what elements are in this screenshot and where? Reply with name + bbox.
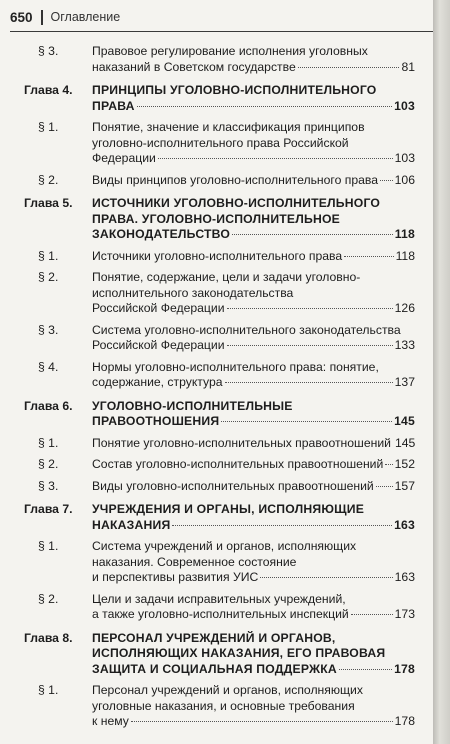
dot-leader [380,180,393,181]
section-number: § 1. [38,539,59,553]
chapter-title [92,399,415,430]
chapter-number: Глава 4. [24,83,73,97]
section-title [92,592,415,623]
title-line: Федерации [92,151,156,165]
running-title: Оглавление [50,10,121,24]
section-number: § 2. [38,591,59,606]
running-header [10,4,423,30]
title-last-line [92,338,415,354]
section-number: § 1. [38,435,59,450]
section-title [92,457,415,473]
page-ref: 137 [394,375,415,389]
title-last-line [92,714,415,730]
title-line: ИСПОЛНЯЮЩИХ НАКАЗАНИЯ, ЕГО ПРАВОВАЯ [92,646,386,660]
dot-leader [298,67,400,68]
title-last-line [92,479,415,495]
title-line: к нему [92,714,129,728]
title-last-line [92,436,415,452]
title-last-line [92,301,415,317]
toc-section [0,539,433,586]
dot-leader [339,669,392,670]
toc-section [0,457,433,473]
chapter-title [92,631,415,678]
page-ref: 163 [394,570,415,584]
title-line: Виды уголовно-исполнительных правоотношений [92,478,374,493]
toc-section [0,479,433,495]
page-edge [433,0,450,744]
section-number: § 4. [38,359,59,374]
toc-section [0,323,433,354]
title-line: ПРАВООТНОШЕНИЯ [92,414,220,428]
page-ref: 133 [394,338,415,352]
toc-section [0,683,433,730]
section-title [92,539,415,586]
dot-leader [344,256,393,257]
title-line: ПРАВА. УГОЛОВНО-ИСПОЛНИТЕЛЬНОЕ [92,211,340,226]
title-line: Цели и задачи исправительных учреждений, [92,591,346,606]
section-number: § 2. [38,457,59,471]
section-number: § 1. [38,248,59,263]
title-last-line [92,227,415,243]
title-line: наказания. Современное состояние [92,554,297,569]
dot-leader [221,421,392,422]
section-number: § 3. [38,44,59,58]
title-last-line [92,662,415,678]
dot-leader [172,525,392,526]
section-title [92,683,415,730]
title-last-line [92,414,415,430]
title-last-line [92,375,415,391]
title-line: содержание, структура [92,375,223,389]
title-last-line [92,151,415,167]
section-title [92,360,415,391]
page-number: 650 [10,9,33,25]
toc-section [0,173,433,189]
chapter-number: Глава 8. [24,630,73,645]
toc-section [0,120,433,167]
toc-section [0,360,433,391]
dot-leader [131,721,393,722]
toc-section [0,270,433,317]
title-line: Правовое регулирование исполнения уголовных [92,44,368,58]
title-last-line [92,518,415,534]
page-ref: 178 [394,714,415,728]
toc-chapter [0,502,433,533]
title-line: ЗАЩИТА И СОЦИАЛЬНАЯ ПОДДЕРЖКА [92,661,337,676]
section-title [92,173,415,189]
toc-chapter [0,631,433,678]
title-last-line [92,60,415,76]
title-line: Виды принципов уголовно-исполнительного права [92,172,379,187]
chapter-number: Глава 6. [24,398,73,413]
page-ref: 157 [394,478,415,493]
title-line: и перспективы развития УИС [92,570,259,584]
page-ref: 163 [394,517,415,532]
dot-leader [260,577,392,578]
title-last-line [92,457,415,473]
title-line: Нормы уголовно-исполнительного права: понятие, [92,359,379,374]
section-title [92,436,415,452]
page-ref: 152 [394,457,415,471]
title-line: Состав уголовно-исполнительных правоотношений [92,457,384,471]
page-ref: 173 [394,607,415,621]
title-last-line [92,570,415,586]
section-number: § 3. [38,478,59,493]
title-line: УГОЛОВНО-ИСПОЛНИТЕЛЬНЫЕ [92,398,293,413]
toc-section [0,44,433,75]
title-line: а также уголовно-исполнительных инспекций [92,607,349,621]
page-ref: 145 [394,414,415,428]
chapter-title [92,196,415,243]
title-line: Понятие уголовно-исполнительных правоотношений [92,435,391,450]
page-ref: 145 [394,435,416,450]
dot-leader [227,345,393,346]
chapter-title [92,502,415,533]
title-line: наказаний в Советском государстве [92,59,296,74]
title-line: уголовно-исполнительного права Российской [92,135,349,150]
title-line: Понятие, значение и классификация принципов [92,120,365,134]
toc-chapter [0,83,433,114]
toc-section [0,592,433,623]
title-last-line [92,249,415,265]
title-line: ИСТОЧНИКИ УГОЛОВНО-ИСПОЛНИТЕЛЬНОГО [92,196,381,210]
title-line: УЧРЕЖДЕНИЯ И ОРГАНЫ, ИСПОЛНЯЮЩИЕ [92,502,365,516]
section-title [92,249,415,265]
title-last-line [92,607,415,623]
section-title [92,44,415,75]
page-ref: 106 [394,172,415,187]
title-last-line [92,99,415,115]
section-number: § 2. [38,172,59,187]
title-line: Понятие, содержание, цели и задачи уголовно- [92,270,361,284]
page-ref: 126 [394,301,415,315]
toc-chapter [0,399,433,430]
dot-leader [227,308,393,309]
page-ref: 118 [395,248,415,263]
title-last-line [92,173,415,189]
title-line: уголовные наказания, и основные требования [92,698,355,713]
title-line: ЗАКОНОДАТЕЛЬСТВО [92,227,231,241]
dot-leader [137,106,392,107]
section-number: § 1. [38,683,59,697]
page-ref: 118 [394,227,415,241]
title-line: ПЕРСОНАЛ УЧРЕЖДЕНИЙ И ОРГАНОВ, [92,630,336,645]
dot-leader [158,158,393,159]
title-line: Система уголовно-исполнительного законодательства [92,322,401,337]
title-line: Персонал учреждений и органов, исполняющих [92,683,363,697]
toc-section [0,249,433,265]
table-of-contents [0,38,433,730]
header-rule [10,31,433,32]
title-line: Российской Федерации [92,301,225,315]
section-title [92,270,415,317]
dot-leader [225,382,393,383]
header-separator [41,10,43,25]
page-ref: 103 [394,98,415,113]
dot-leader [232,234,393,235]
section-title [92,479,415,495]
title-line: НАКАЗАНИЯ [92,517,171,532]
title-line: Источники уголовно-исполнительного права [92,248,343,263]
title-line: Российской Федерации [92,338,225,352]
page-ref: 178 [394,661,415,676]
section-title [92,120,415,167]
title-line: Система учреждений и органов, исполняющих [92,539,357,553]
section-number: § 3. [38,322,59,337]
chapter-number: Глава 5. [24,196,73,210]
chapter-title [92,83,415,114]
page-ref: 81 [401,59,415,74]
section-number: § 1. [38,120,59,134]
chapter-number: Глава 7. [24,502,73,516]
section-title [92,323,415,354]
dot-leader [385,464,392,465]
dot-leader [351,614,393,615]
toc-section [0,436,433,452]
title-line: ПРАВА [92,98,135,113]
title-line: ПРИНЦИПЫ УГОЛОВНО-ИСПОЛНИТЕЛЬНОГО [92,83,377,97]
title-line: исполнительного законодательства [92,285,294,300]
dot-leader [376,486,393,487]
section-number: § 2. [38,270,59,284]
toc-chapter [0,196,433,243]
page-ref: 103 [394,151,415,165]
